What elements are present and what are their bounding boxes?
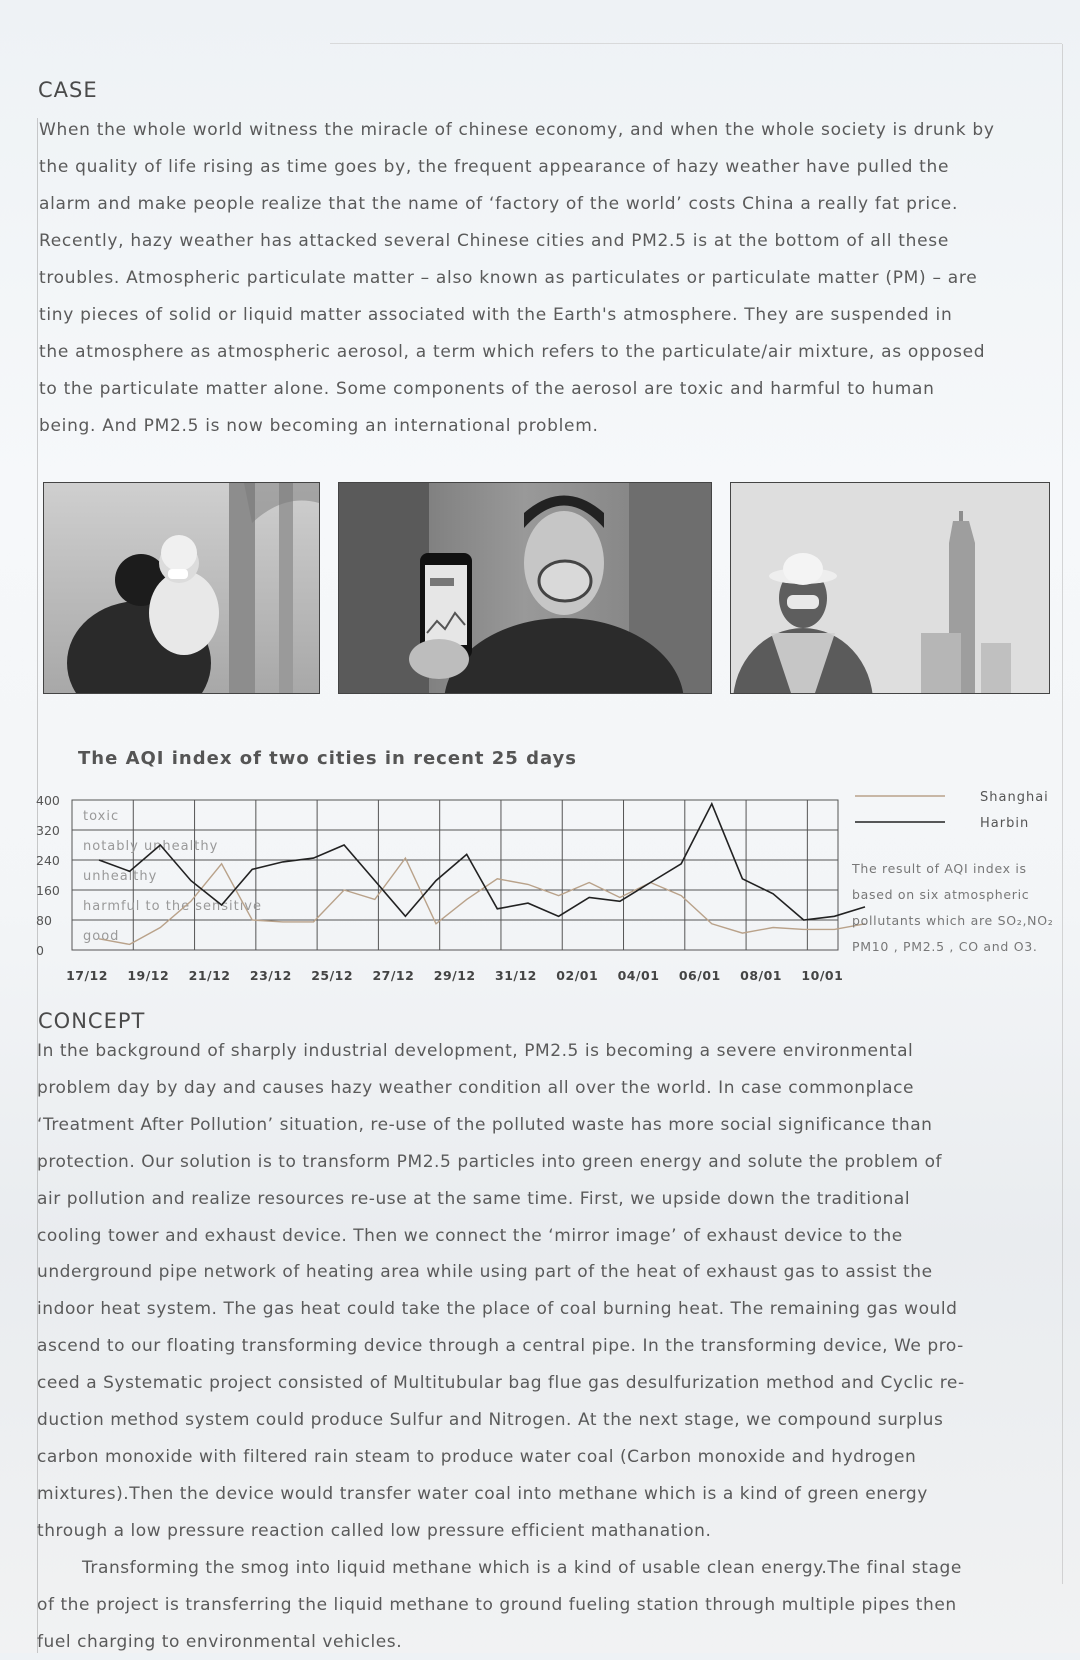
- y-tick-label: 320: [36, 823, 60, 838]
- concept-line: duction method system could produce Sulfur and Nitrogen. At the next stage, we compound surplus: [37, 1402, 1062, 1439]
- x-tick-label: 08/01: [740, 968, 782, 983]
- case-line: Recently, hazy weather has attacked several Chinese cities and PM2.5 is at the bottom of all these: [39, 223, 1059, 260]
- x-tick-label: 23/12: [250, 968, 292, 983]
- x-tick-label: 06/01: [679, 968, 721, 983]
- concept-line: problem day by day and causes hazy weather condition all over the world. In case commonplace: [37, 1070, 1062, 1107]
- photo-parent-child-masks: [43, 482, 320, 694]
- chart-note-line: based on six atmospheric: [852, 882, 1072, 908]
- photo-man-with-respirator-and-phone: [338, 482, 712, 694]
- y-tick-label: 160: [36, 883, 60, 898]
- concept-heading: CONCEPT: [38, 1009, 145, 1033]
- concept-line: fuel charging to environmental vehicles.: [37, 1624, 1062, 1660]
- chart-note-line: PM10 , PM2.5 , CO and O3.: [852, 934, 1072, 960]
- chart-note-line: The result of AQI index is: [852, 856, 1072, 882]
- concept-line: carbon monoxide with filtered rain steam to produce water coal (Carbon monoxide and hydrogen: [37, 1439, 1062, 1476]
- x-tick-label: 19/12: [127, 968, 169, 983]
- concept-paragraph: [37, 1033, 1062, 1660]
- concept-line: ‘Treatment After Pollution’ situation, re-use of the polluted waste has more social significance than: [37, 1107, 1062, 1144]
- photo-worker-near-tower: [730, 482, 1050, 694]
- chart-note: [852, 856, 1072, 960]
- concept-line: cooling tower and exhaust device. Then we connect the ‘mirror image’ of exhaust device to the: [37, 1218, 1062, 1255]
- case-heading: CASE: [38, 78, 98, 102]
- frame-top-line: [330, 43, 1062, 44]
- concept-line: air pollution and realize resources re-use at the same time. First, we upside down the traditional: [37, 1181, 1062, 1218]
- concept-line: mixtures).Then the device would transfer water coal into methane which is a kind of green energy: [37, 1476, 1062, 1513]
- band-label: toxic: [83, 809, 119, 824]
- x-tick-label: 29/12: [434, 968, 476, 983]
- x-tick-label: 25/12: [311, 968, 353, 983]
- concept-line: underground pipe network of heating area while using part of the heat of exhaust gas to assist the: [37, 1254, 1062, 1291]
- concept-line: indoor heat system. The gas heat could take the place of coal burning heat. The remaining gas would: [37, 1291, 1062, 1328]
- case-line: alarm and make people realize that the name of ‘factory of the world’ costs China a really fat price.: [39, 186, 1059, 223]
- band-label: notably unhealthy: [83, 839, 218, 854]
- x-tick-label: 31/12: [495, 968, 537, 983]
- chart-note-line: pollutants which are SO₂,NO₂: [852, 908, 1072, 934]
- x-tick-label: 17/12: [66, 968, 108, 983]
- concept-line: of the project is transferring the liquid methane to ground fueling station through multiple pipes then: [37, 1587, 1062, 1624]
- concept-line: ascend to our floating transforming device through a central pipe. In the transforming device, We pro-: [37, 1328, 1062, 1365]
- y-tick-label: 400: [36, 793, 60, 808]
- x-tick-label: 21/12: [189, 968, 231, 983]
- case-line: to the particulate matter alone. Some components of the aerosol are toxic and harmful to human: [39, 371, 1059, 408]
- concept-line-indented: Transforming the smog into liquid methane which is a kind of usable clean energy.The final stage: [37, 1550, 1062, 1587]
- legend-label-harbin: Harbin: [980, 816, 1029, 831]
- case-line: tiny pieces of solid or liquid matter associated with the Earth's atmosphere. They are suspended in: [39, 297, 1059, 334]
- case-paragraph: [39, 112, 1059, 445]
- x-tick-label: 10/01: [801, 968, 843, 983]
- y-tick-label: 80: [36, 913, 52, 928]
- case-line: When the whole world witness the miracle of chinese economy, and when the whole society is drunk by: [39, 112, 1059, 149]
- x-tick-label: 02/01: [556, 968, 598, 983]
- band-label: good: [83, 929, 119, 944]
- concept-line: ceed a Systematic project consisted of Multitubular bag flue gas desulfurization method and Cyclic re-: [37, 1365, 1062, 1402]
- concept-line: through a low pressure reaction called low pressure efficient mathanation.: [37, 1513, 1062, 1550]
- case-line: the quality of life rising as time goes by, the frequent appearance of hazy weather have pulled the: [39, 149, 1059, 186]
- case-line: the atmosphere as atmospheric aerosol, a term which refers to the particulate/air mixture, as opposed: [39, 334, 1059, 371]
- y-tick-label: 0: [36, 943, 44, 958]
- chart-title: The AQI index of two cities in recent 25 days: [78, 748, 577, 769]
- case-line: being. And PM2.5 is now becoming an international problem.: [39, 408, 1059, 445]
- legend-label-shanghai: Shanghai: [980, 790, 1049, 805]
- x-tick-label: 27/12: [372, 968, 414, 983]
- concept-line: In the background of sharply industrial development, PM2.5 is becoming a severe environmental: [37, 1033, 1062, 1070]
- y-tick-label: 240: [36, 853, 60, 868]
- band-label: harmful to the sensitive: [83, 899, 262, 914]
- x-tick-label: 04/01: [618, 968, 660, 983]
- band-label: unhealthy: [83, 869, 157, 884]
- concept-line: protection. Our solution is to transform PM2.5 particles into green energy and solute the problem of: [37, 1144, 1062, 1181]
- case-line: troubles. Atmospheric particulate matter – also known as particulates or particulate matter (PM) – are: [39, 260, 1059, 297]
